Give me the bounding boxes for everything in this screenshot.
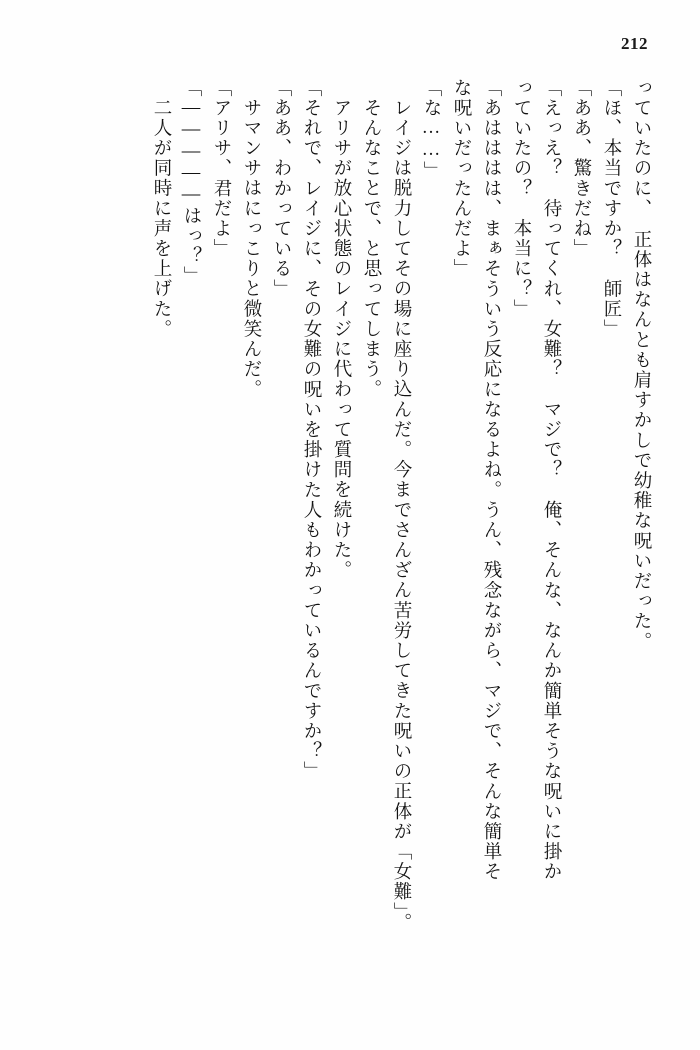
- page-text-body: [46, 78, 650, 1002]
- text-line: 「それで、レイジに、その女難の呪いを掛けた人もわかっているんですか？」: [301, 78, 321, 782]
- text-line: な呪いだったんだよ」: [451, 78, 471, 279]
- text-line: っていたの？ 本当に？」: [511, 78, 531, 320]
- text-line: 「ああ、わかっている」: [271, 78, 291, 300]
- text-line: 「ああ、驚きだね」: [571, 78, 591, 259]
- text-line: っていたのに、 正体はなんとも肩すかしで幼稚な呪いだった。: [631, 78, 651, 652]
- text-line: そんなことで、と思ってしまう。: [361, 98, 381, 400]
- text-line: 「アリサ、君だよ」: [211, 78, 231, 259]
- text-line: レイジは脱力してその場に座り込んだ。今までさんざん苦労してきた呪いの正体が「女難」。: [391, 98, 411, 933]
- text-line: サマンサはにっこりと微笑んだ。: [241, 98, 261, 400]
- text-line: 「あはははは、まぁそういう反応になるよね。うん、残念ながら、マジで、そんな簡単そ: [481, 78, 501, 882]
- text-line: 「えっえ？ 待ってくれ、女難？ マジで？ 俺、そんな、なんか簡単そうな呪いに掛か: [541, 78, 561, 882]
- text-line: 「な……」: [421, 78, 441, 182]
- text-line: アリサが放心状態のレイジに代わって質問を続けた。: [331, 98, 351, 581]
- text-line: 「―――――はっ？」: [181, 78, 201, 287]
- page-number: 212: [621, 34, 648, 53]
- text-line: 二人が同時に声を上げた。: [151, 98, 171, 340]
- text-line: 「ほ、本当ですか？ 師匠」: [601, 78, 621, 340]
